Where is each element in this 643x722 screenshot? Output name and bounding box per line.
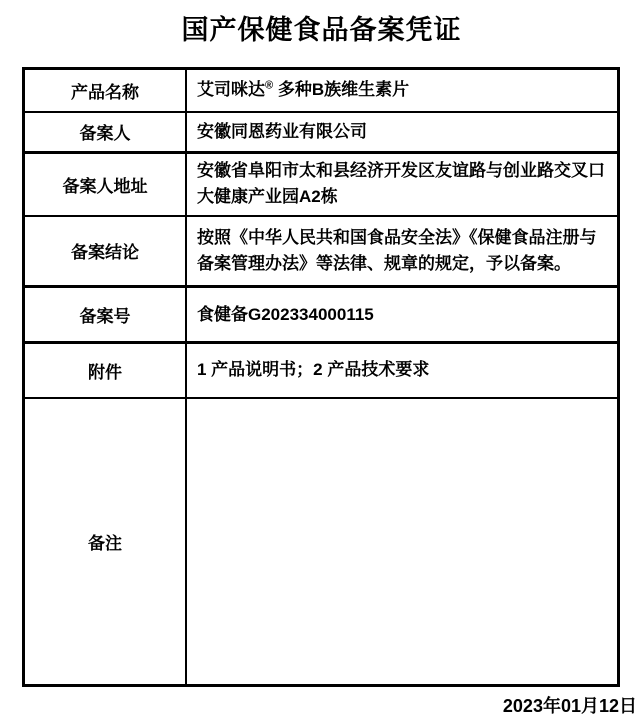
product-name-text: 艾司咪达 (197, 80, 265, 100)
row-label: 产品名称 (24, 69, 187, 112)
page-title: 国产保健食品备案凭证 (181, 15, 462, 46)
table-row-filer (24, 112, 619, 153)
row-value: 安徽省阜阳市太和县经济开发区友谊路与创业路交叉口大健康产业园A2栋 (186, 153, 619, 216)
registered-trademark-mark: ® (265, 79, 274, 92)
row-value: 安徽同恩药业有限公司 (186, 112, 619, 153)
row-label: 备案号 (24, 287, 187, 343)
row-label: 备注 (24, 398, 187, 686)
row-label: 备案结论 (24, 216, 187, 287)
issue-date: 2023年01月12日 (502, 696, 637, 716)
certificate-table (22, 67, 620, 687)
row-value: 按照《中华人民共和国食品安全法》《保健食品注册与备案管理办法》等法律、规章的规定，予以备案。 (186, 216, 619, 287)
row-value (186, 398, 619, 686)
row-value (186, 69, 619, 112)
row-value: 食健备G202334000115 (186, 287, 619, 343)
product-name-suffix: 多种B族维生素片 (273, 80, 410, 100)
row-label: 附件 (24, 343, 187, 398)
row-label: 备案人 (24, 112, 187, 153)
row-value: 1 产品说明书；2 产品技术要求 (186, 343, 619, 398)
row-label: 备案人地址 (24, 153, 187, 216)
table-row-attachments (24, 343, 619, 398)
table-row-filing-conclusion (24, 216, 619, 287)
table-row-product-name (24, 69, 619, 112)
table-row-remarks (24, 398, 619, 686)
table-row-filer-address (24, 153, 619, 216)
table-row-filing-number (24, 287, 619, 343)
